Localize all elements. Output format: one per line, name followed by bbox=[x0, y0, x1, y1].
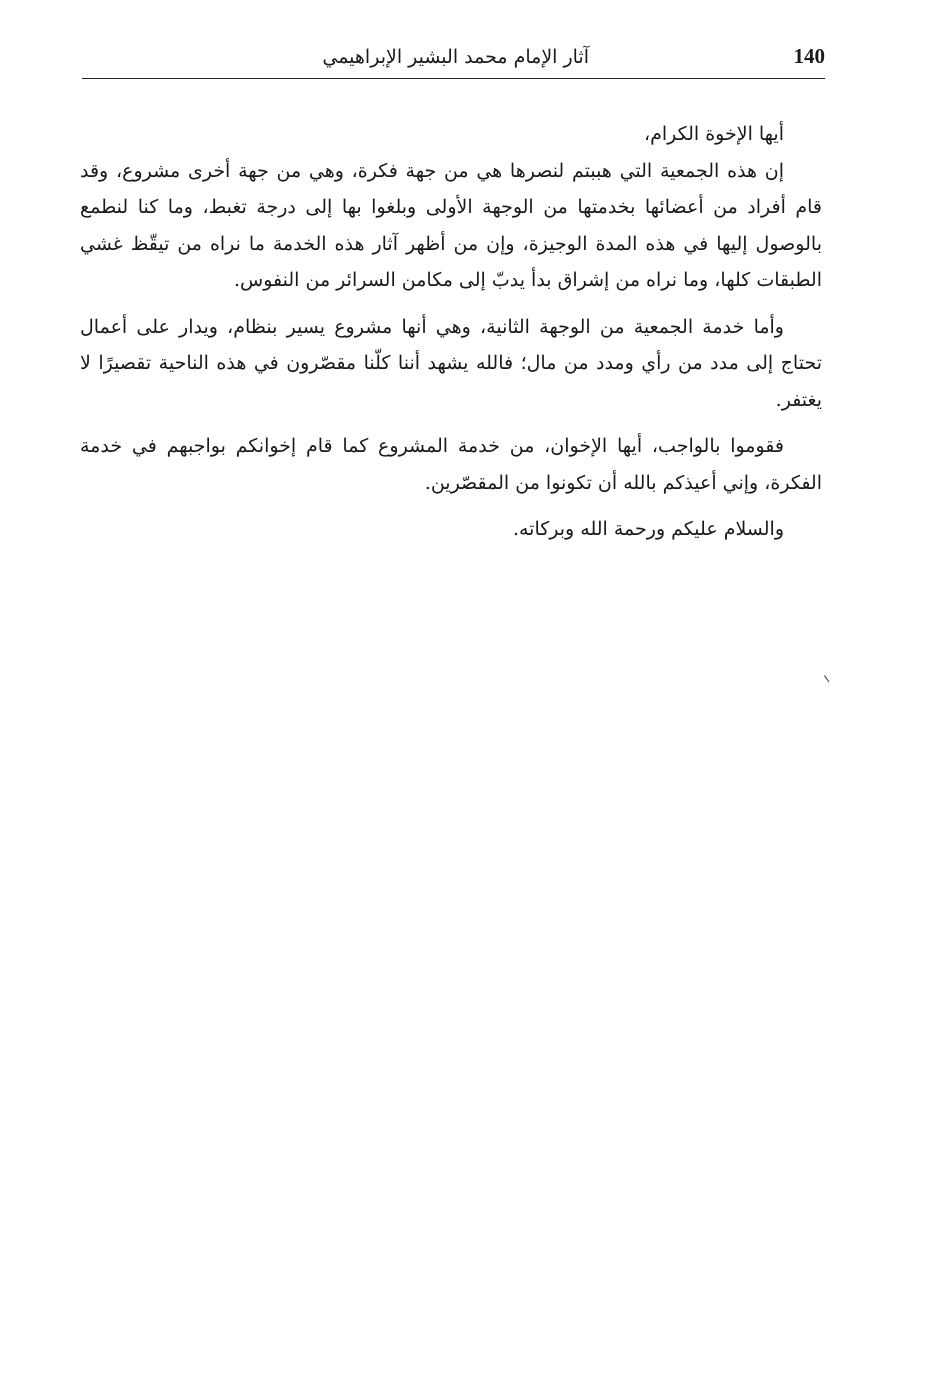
paragraph-greeting: أيها الإخوة الكرام، bbox=[643, 123, 784, 145]
paragraph-second-aspect: وأما خدمة الجمعية من الوجهة الثانية، وهي أنها مشروع يسير بنظام، ويدار على أعمال تحتاج إلى مدد من رأي ومدد من مال؛ فالله يشهد أننا كلّنا مقصّرون في هذه الناحية تقصيرًا لا يغتفر. bbox=[80, 315, 822, 411]
header-rule bbox=[82, 78, 825, 79]
running-title: آثار الإمام محمد البشير الإبراهيمي bbox=[322, 46, 589, 68]
paragraph-association: إن هذه الجمعية التي هببتم لنصرها هي من جهة فكرة، وهي من جهة أخرى مشروع، وقد قام أفراد من أعضائها بخدمتها من الوجهة الأولى وبلغوا بها إلى درجة تغبط، وما كنا لنطمع بالوصول إليها في هذه المدة الوجيزة، وإن من أظهر آثار هذه الخدمة ما نراه من تيقّظ غشي الطبقات كلها، وما نراه من إشراق بدأ يدبّ إلى مكامن السرائر من النفوس. bbox=[80, 159, 822, 291]
body-text bbox=[80, 116, 822, 548]
stray-ink-mark bbox=[824, 674, 832, 683]
paragraph-closing-salutation: والسلام عليكم ورحمة الله وبركاته. bbox=[512, 518, 784, 540]
page-header bbox=[82, 40, 825, 80]
paragraph-call-to-duty: فقوموا بالواجب، أيها الإخوان، من خدمة المشروع كما قام إخوانكم بواجبهم في خدمة الفكرة، وإني أعيذكم بالله أن تكونوا من المقصّرين. bbox=[80, 435, 822, 494]
page-number: 140 bbox=[793, 44, 825, 68]
